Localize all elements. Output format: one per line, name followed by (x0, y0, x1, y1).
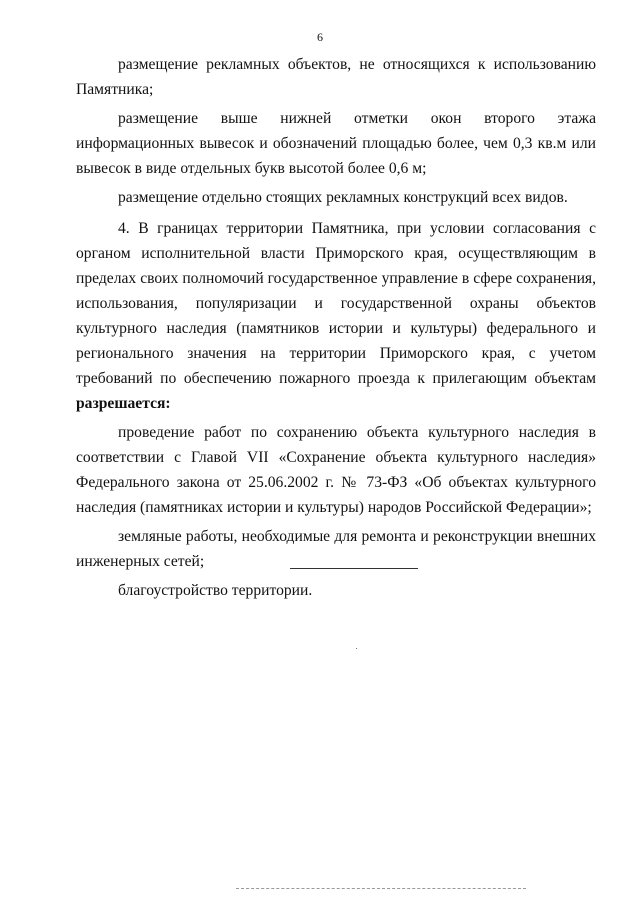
paragraph-standalone-structures: размещение отдельно стоящих рекламных конструкций всех видов. (118, 189, 568, 206)
paragraph-section-4 (76, 216, 596, 416)
bottom-scan-dashes (236, 888, 526, 889)
paragraph-advertising-objects: размещение рекламных объектов, не относящихся к использованию Памятника; (76, 56, 596, 98)
scan-speck (356, 648, 357, 649)
section-4-permitted: разрешается: (76, 395, 171, 412)
paragraph-landscaping: благоустройство территории. (118, 582, 313, 599)
page-number: 6 (317, 30, 323, 44)
section-4-text: 4. В границах территории Памятника, при условии согласования с органом исполнительной власти Приморского края, осуществляющим в пределах своих полномочий государственное управление в сфере сохранения, использования, популяризации и государственной охраны объектов культурного наследия (памятников истории и культуры) федерального и регионального значения на территории Приморского края, с учетом требований по обеспечению пожарного проезда к прилегающим объектам (76, 220, 596, 387)
paragraph-earthworks: земляные работы, необходимые для ремонта и реконструкции внешних инженерных сетей; (76, 528, 596, 570)
paragraph-signage-placement: размещение выше нижней отметки окон второго этажа информационных вывесок и обозначений площадью более, чем 0,3 кв.м или вывесок в виде отдельных букв высотой более 0,6 м; (76, 110, 596, 177)
paragraph-heritage-works: проведение работ по сохранению объекта культурного наследия в соответствии с Главой VII «Сохранение объекта культурного наследия» Федерального закона от 25.06.2002 г. № 73-ФЗ «Об объектах культурного наследия (памятниках истории и культуры) народов Российской Федерации»; (76, 424, 596, 516)
document-body (76, 52, 596, 607)
end-rule-divider (290, 568, 418, 569)
